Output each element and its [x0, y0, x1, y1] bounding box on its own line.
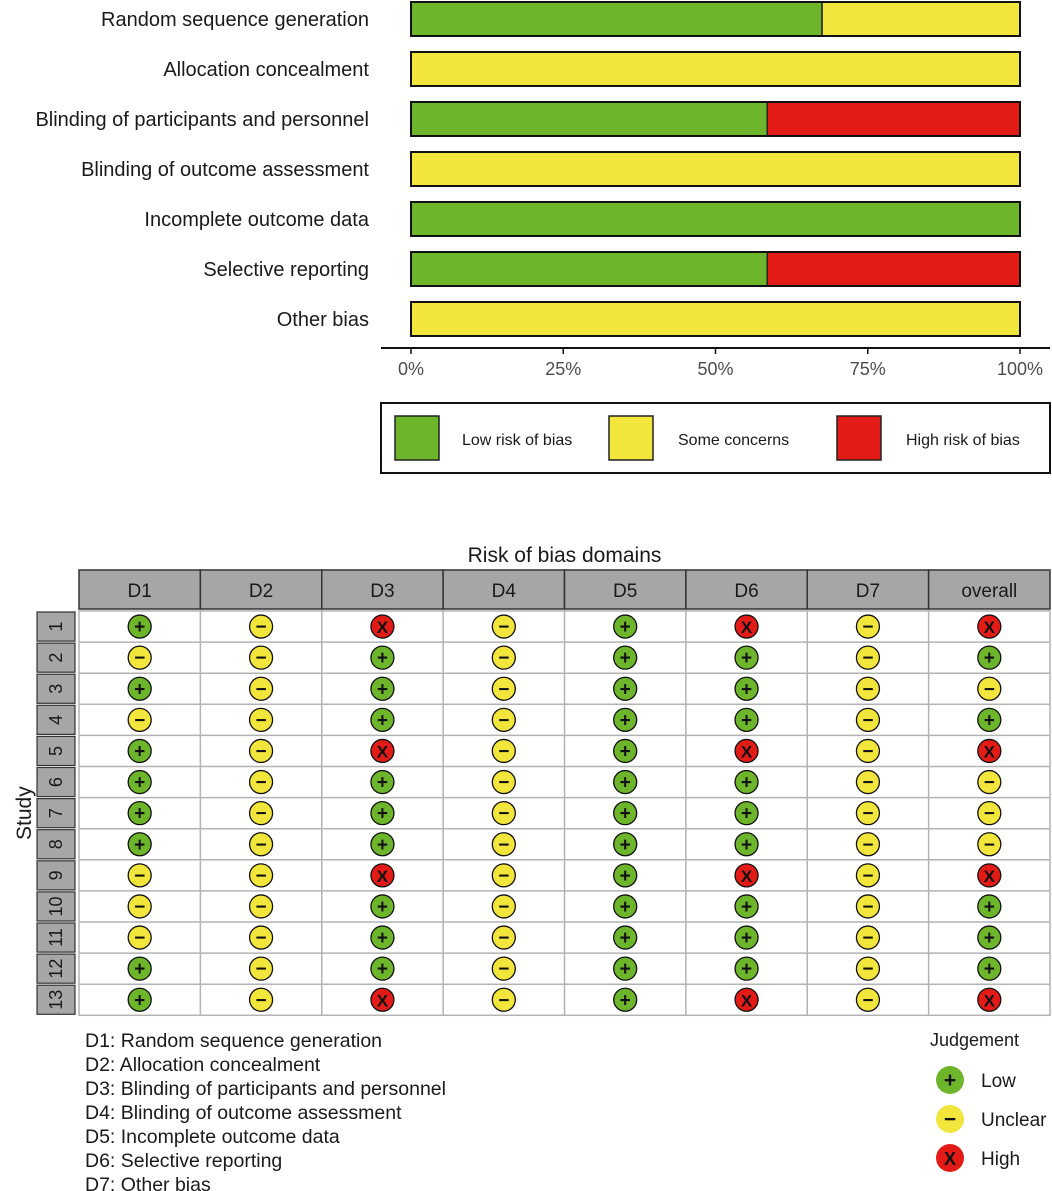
x-tick-label: 75% — [849, 359, 886, 379]
judgement-low-glyph: + — [376, 896, 388, 918]
judgement-some-glyph: − — [862, 648, 874, 670]
judgement-low-glyph: + — [134, 679, 146, 701]
row-header-label: 12 — [46, 958, 66, 979]
judgement-some-glyph: − — [255, 617, 267, 639]
table-title: Risk of bias domains — [467, 544, 662, 567]
judgement-low-glyph: + — [619, 896, 631, 918]
row-header-label: 2 — [46, 652, 66, 663]
row-header-label: 13 — [46, 989, 66, 1010]
row-header-label: 11 — [46, 928, 66, 947]
judgement-low-glyph: + — [741, 772, 753, 794]
category-label: Blinding of outcome assessment — [81, 159, 369, 181]
judgement-high-glyph: X — [740, 866, 753, 886]
judgement-some-glyph: − — [255, 990, 267, 1012]
row-header-label: 6 — [46, 777, 66, 788]
judgement-low-glyph: + — [376, 710, 388, 732]
row-axis-label: Study — [13, 786, 36, 841]
legend-entry-label: Low — [981, 1071, 1016, 1092]
category-label: Incomplete outcome data — [144, 209, 369, 231]
judgement-high-glyph: X — [983, 991, 995, 1011]
judgement-some-glyph: − — [255, 741, 267, 763]
legend-glyph: X — [943, 1149, 957, 1169]
x-tick-label: 50% — [697, 359, 734, 379]
legend-glyph: − — [943, 1108, 957, 1131]
column-header-label: D6 — [734, 581, 759, 602]
judgement-some-glyph: − — [498, 803, 510, 825]
legend-label: Some concerns — [678, 432, 790, 449]
row-header-label: 9 — [46, 870, 66, 881]
category-label: Allocation concealment — [163, 59, 369, 81]
risk-of-bias-summary-bar-chart — [35, 2, 1050, 379]
bar-segment-high — [767, 102, 1020, 136]
judgement-low-glyph: + — [134, 772, 146, 794]
bar-segment-some — [822, 2, 1020, 36]
judgement-low-glyph: + — [134, 959, 146, 981]
judgement-low-glyph: + — [983, 648, 995, 670]
judgement-low-glyph: + — [134, 834, 146, 856]
row-header-label: 3 — [46, 683, 66, 694]
judgement-high-glyph: X — [740, 618, 753, 638]
judgement-low-glyph: + — [983, 710, 995, 732]
judgement-high-glyph: X — [376, 866, 389, 886]
judgement-low-glyph: + — [376, 803, 388, 825]
judgement-low-glyph: + — [376, 834, 388, 856]
judgement-some-glyph: − — [862, 772, 874, 794]
judgement-some-glyph: − — [498, 772, 510, 794]
judgement-legend — [930, 1030, 1047, 1172]
judgement-low-glyph: + — [619, 865, 631, 887]
judgement-some-glyph: − — [862, 928, 874, 950]
judgement-high-glyph: X — [740, 742, 753, 762]
judgement-some-glyph: − — [498, 679, 510, 701]
judgement-low-glyph: + — [619, 990, 631, 1012]
judgement-some-glyph: − — [862, 959, 874, 981]
bar-segment-some — [411, 52, 1020, 86]
judgement-low-glyph: + — [134, 803, 146, 825]
x-tick-label: 100% — [996, 359, 1044, 379]
legend-label: Low risk of bias — [462, 432, 573, 449]
judgement-low-glyph: + — [983, 959, 995, 981]
x-tick-label: 25% — [545, 359, 582, 379]
category-label: Blinding of participants and personnel — [35, 109, 369, 131]
judgement-some-glyph: − — [498, 928, 510, 950]
row-header-label: 7 — [46, 808, 66, 819]
judgement-some-glyph: − — [983, 679, 995, 701]
judgement-some-glyph: − — [498, 741, 510, 763]
domain-note: D1: Random sequence generation — [85, 1030, 383, 1052]
column-header-label: D3 — [370, 581, 395, 602]
legend-glyph: + — [943, 1069, 957, 1092]
judgement-low-glyph: + — [619, 710, 631, 732]
judgement-some-glyph: − — [255, 928, 267, 950]
judgement-some-glyph: − — [255, 865, 267, 887]
row-header-label: 1 — [46, 621, 66, 632]
judgement-some-glyph: − — [134, 896, 146, 918]
traffic-light-table — [13, 544, 1050, 1015]
column-header-label: overall — [961, 581, 1018, 602]
judgement-some-glyph: − — [498, 648, 510, 670]
judgement-low-glyph: + — [376, 679, 388, 701]
judgement-some-glyph: − — [134, 648, 146, 670]
judgement-some-glyph: − — [498, 990, 510, 1012]
judgement-some-glyph: − — [862, 741, 874, 763]
judgement-some-glyph: − — [255, 710, 267, 732]
bar-segment-low — [411, 202, 1020, 236]
bar-segment-low — [411, 2, 822, 36]
judgement-low-glyph: + — [983, 896, 995, 918]
judgement-some-glyph: − — [255, 959, 267, 981]
judgement-some-glyph: − — [134, 865, 146, 887]
judgement-some-glyph: − — [134, 928, 146, 950]
judgement-some-glyph: − — [255, 772, 267, 794]
judgement-high-glyph: X — [376, 618, 389, 638]
domain-note: D2: Allocation concealment — [85, 1054, 321, 1076]
judgement-high-glyph: X — [983, 866, 995, 886]
judgement-low-glyph: + — [741, 896, 753, 918]
judgement-some-glyph: − — [134, 710, 146, 732]
judgement-some-glyph: − — [498, 896, 510, 918]
judgement-some-glyph: − — [862, 803, 874, 825]
category-label: Random sequence generation — [101, 9, 369, 31]
judgement-some-glyph: − — [862, 617, 874, 639]
judgement-low-glyph: + — [619, 741, 631, 763]
judgement-some-glyph: − — [498, 710, 510, 732]
judgement-some-glyph: − — [498, 865, 510, 887]
legend-label: High risk of bias — [906, 432, 1020, 449]
judgement-low-glyph: + — [741, 710, 753, 732]
judgement-low-glyph: + — [376, 928, 388, 950]
judgement-low-glyph: + — [134, 617, 146, 639]
judgement-some-glyph: − — [983, 834, 995, 856]
judgement-some-glyph: − — [862, 679, 874, 701]
category-label: Selective reporting — [203, 259, 369, 281]
x-tick-label: 0% — [397, 359, 425, 379]
judgement-some-glyph: − — [983, 772, 995, 794]
judgement-some-glyph: − — [862, 834, 874, 856]
judgement-high-glyph: X — [376, 742, 389, 762]
judgement-some-glyph: − — [255, 896, 267, 918]
judgement-some-glyph: − — [255, 803, 267, 825]
bar-segment-low — [411, 102, 767, 136]
judgement-low-glyph: + — [134, 990, 146, 1012]
judgement-low-glyph: + — [619, 679, 631, 701]
judgement-some-glyph: − — [862, 896, 874, 918]
judgement-some-glyph: − — [862, 710, 874, 732]
domain-note: D3: Blinding of participants and personnel — [85, 1078, 446, 1100]
judgement-low-glyph: + — [741, 959, 753, 981]
judgement-low-glyph: + — [376, 648, 388, 670]
judgement-low-glyph: + — [376, 959, 388, 981]
row-header-label: 5 — [46, 745, 66, 756]
judgement-some-glyph: − — [498, 617, 510, 639]
judgement-low-glyph: + — [134, 741, 146, 763]
row-header-label: 4 — [46, 714, 66, 725]
judgement-low-glyph: + — [376, 772, 388, 794]
column-header-label: D4 — [491, 581, 516, 602]
summary-legend — [381, 403, 1050, 473]
judgement-some-glyph: − — [862, 865, 874, 887]
column-header-label: D1 — [127, 581, 152, 602]
bar-segment-low — [411, 252, 767, 286]
domain-note: D7: Other bias — [85, 1174, 211, 1191]
domain-note: D6: Selective reporting — [85, 1150, 283, 1172]
judgement-low-glyph: + — [619, 617, 631, 639]
judgement-low-glyph: + — [741, 928, 753, 950]
row-header-label: 10 — [46, 896, 66, 917]
judgement-low-glyph: + — [741, 803, 753, 825]
judgement-legend-title: Judgement — [930, 1030, 1020, 1050]
domain-notes — [85, 1030, 446, 1191]
legend-swatch-some — [609, 416, 653, 460]
legend-entry-label: Unclear — [981, 1110, 1047, 1131]
judgement-high-glyph: X — [983, 742, 995, 762]
legend-swatch-low — [395, 416, 439, 460]
domain-note: D5: Incomplete outcome data — [85, 1126, 340, 1148]
bar-segment-some — [411, 302, 1020, 336]
bar-segment-some — [411, 152, 1020, 186]
judgement-some-glyph: − — [255, 648, 267, 670]
judgement-low-glyph: + — [619, 772, 631, 794]
column-header-label: D5 — [613, 581, 638, 602]
category-label: Other bias — [276, 309, 369, 331]
row-header-label: 8 — [46, 839, 66, 850]
domain-note: D4: Blinding of outcome assessment — [85, 1102, 402, 1124]
judgement-low-glyph: + — [983, 928, 995, 950]
judgement-some-glyph: − — [498, 959, 510, 981]
judgement-low-glyph: + — [619, 959, 631, 981]
judgement-high-glyph: X — [983, 618, 995, 638]
judgement-high-glyph: X — [376, 991, 389, 1011]
judgement-high-glyph: X — [740, 991, 753, 1011]
judgement-low-glyph: + — [619, 803, 631, 825]
judgement-low-glyph: + — [741, 679, 753, 701]
column-header-label: D7 — [855, 581, 881, 602]
legend-swatch-high — [837, 416, 881, 460]
judgement-some-glyph: − — [255, 834, 267, 856]
judgement-low-glyph: + — [619, 928, 631, 950]
judgement-some-glyph: − — [983, 803, 995, 825]
judgement-low-glyph: + — [741, 648, 753, 670]
judgement-low-glyph: + — [741, 834, 753, 856]
column-header-label: D2 — [248, 581, 274, 602]
judgement-low-glyph: + — [619, 648, 631, 670]
judgement-some-glyph: − — [862, 990, 874, 1012]
judgement-some-glyph: − — [498, 834, 510, 856]
legend-entry-label: High — [981, 1149, 1021, 1170]
judgement-low-glyph: + — [619, 834, 631, 856]
judgement-some-glyph: − — [255, 679, 267, 701]
bar-segment-high — [767, 252, 1020, 286]
